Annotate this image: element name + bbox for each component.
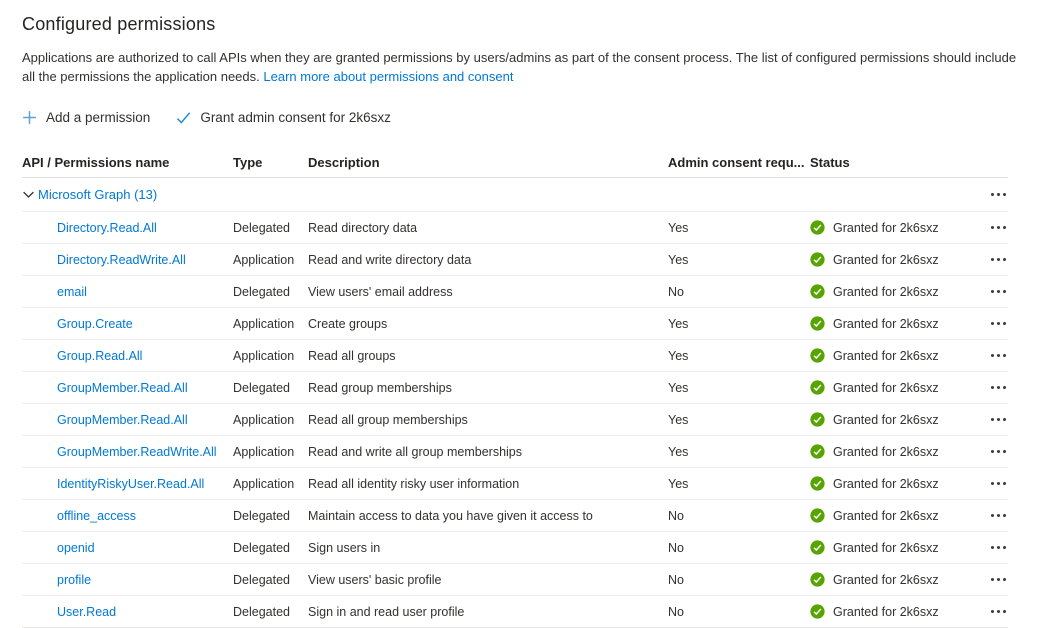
ellipsis-icon[interactable]: [978, 212, 1008, 243]
grant-admin-consent-label: Grant admin consent for 2k6sxz: [200, 110, 391, 125]
status-text: Granted for 2k6sxz: [833, 316, 939, 331]
table-row: [22, 212, 1008, 244]
permission-name-link[interactable]: profile: [57, 572, 92, 587]
table-row: [22, 532, 1008, 564]
table-row: [22, 244, 1008, 276]
status-cell: [810, 220, 978, 235]
permission-name-link[interactable]: email: [57, 284, 87, 299]
ellipsis-icon[interactable]: [978, 404, 1008, 435]
granted-check-icon: [810, 572, 825, 587]
command-bar: [22, 110, 1030, 125]
description-text: [22, 48, 1024, 86]
status-text: Granted for 2k6sxz: [833, 444, 939, 459]
granted-check-icon: [810, 444, 825, 459]
table-row: [22, 564, 1008, 596]
permission-type: Delegated: [233, 604, 290, 619]
permission-type: Delegated: [233, 508, 290, 523]
permission-name-link[interactable]: Directory.Read.All: [57, 220, 157, 235]
table-row: [22, 276, 1008, 308]
permission-type: Application: [233, 316, 295, 331]
ellipsis-icon[interactable]: [978, 468, 1008, 499]
permission-name-cell: [22, 349, 233, 363]
status-text: Granted for 2k6sxz: [833, 220, 939, 235]
ellipsis-icon[interactable]: [978, 244, 1008, 275]
status-text: Granted for 2k6sxz: [833, 540, 939, 555]
chevron-down-icon[interactable]: [22, 188, 35, 201]
ellipsis-icon[interactable]: [978, 532, 1008, 563]
ellipsis-icon[interactable]: [978, 500, 1008, 531]
permission-name-cell: [22, 413, 233, 427]
status-cell: [810, 604, 978, 619]
column-header-api-permissions-name: API / Permissions name: [22, 154, 170, 170]
status-text: Granted for 2k6sxz: [833, 476, 939, 491]
admin-consent-required-value: Yes: [668, 348, 689, 363]
permission-name-link[interactable]: GroupMember.Read.All: [57, 380, 188, 395]
page-title: Configured permissions: [22, 14, 216, 34]
status-text: Granted for 2k6sxz: [833, 508, 939, 523]
permissions-table: [22, 147, 1008, 628]
grant-admin-consent-button[interactable]: [176, 110, 391, 125]
status-text: Granted for 2k6sxz: [833, 380, 939, 395]
permission-description: Read all groups: [308, 348, 396, 363]
permission-name-cell: [22, 381, 233, 395]
status-text: Granted for 2k6sxz: [833, 284, 939, 299]
admin-consent-required-value: Yes: [668, 380, 689, 395]
table-row: [22, 372, 1008, 404]
permission-description: Read directory data: [308, 220, 418, 235]
permission-name-link[interactable]: Group.Read.All: [57, 348, 143, 363]
api-group-row-microsoft-graph: [22, 177, 1008, 212]
granted-check-icon: [810, 508, 825, 523]
granted-check-icon: [810, 348, 825, 363]
permission-name-cell: [22, 285, 233, 299]
granted-check-icon: [810, 252, 825, 267]
permission-description: Read all group memberships: [308, 412, 468, 427]
plus-icon: [22, 110, 37, 125]
permission-description: Read group memberships: [308, 380, 452, 395]
permission-name-link[interactable]: offline_access: [57, 508, 136, 523]
status-cell: [810, 444, 978, 459]
status-text: Granted for 2k6sxz: [833, 252, 939, 267]
permission-name-cell: [22, 221, 233, 235]
permission-description: Read and write directory data: [308, 252, 472, 267]
admin-consent-required-value: No: [668, 604, 684, 619]
status-text: Granted for 2k6sxz: [833, 412, 939, 427]
permission-name-cell: [22, 605, 233, 619]
table-row: [22, 436, 1008, 468]
ellipsis-icon[interactable]: [978, 178, 1008, 211]
permission-type: Application: [233, 412, 295, 427]
add-permission-label: Add a permission: [46, 110, 151, 125]
table-row: [22, 468, 1008, 500]
status-text: Granted for 2k6sxz: [833, 348, 939, 363]
column-header-type: Type: [233, 154, 263, 170]
permission-name-link[interactable]: User.Read: [57, 604, 117, 619]
permission-name-link[interactable]: IdentityRiskyUser.Read.All: [57, 476, 205, 491]
status-cell: [810, 380, 978, 395]
table-row: [22, 404, 1008, 436]
ellipsis-icon[interactable]: [978, 276, 1008, 307]
ellipsis-icon[interactable]: [978, 596, 1008, 627]
permission-name-link[interactable]: openid: [57, 540, 95, 555]
granted-check-icon: [810, 316, 825, 331]
status-cell: [810, 316, 978, 331]
permission-type: Delegated: [233, 572, 290, 587]
permission-type: Application: [233, 348, 295, 363]
permission-description: Maintain access to data you have given it access to: [308, 508, 593, 523]
column-header-admin-consent: Admin consent requ...: [668, 154, 805, 170]
status-cell: [810, 252, 978, 267]
permission-type: Delegated: [233, 380, 290, 395]
permission-name-link[interactable]: Directory.ReadWrite.All: [57, 252, 186, 267]
permission-description: Read and write all group memberships: [308, 444, 522, 459]
permission-description: View users' email address: [308, 284, 453, 299]
permission-type: Application: [233, 252, 295, 267]
permission-description: Read all identity risky user information: [308, 476, 520, 491]
status-cell: [810, 572, 978, 587]
admin-consent-required-value: Yes: [668, 316, 689, 331]
admin-consent-required-value: Yes: [668, 220, 689, 235]
admin-consent-required-value: Yes: [668, 412, 689, 427]
granted-check-icon: [810, 380, 825, 395]
ellipsis-icon[interactable]: [978, 340, 1008, 371]
admin-consent-required-value: Yes: [668, 252, 689, 267]
learn-more-link[interactable]: Learn more about permissions and consent: [263, 69, 514, 84]
granted-check-icon: [810, 604, 825, 619]
permission-type: Delegated: [233, 284, 290, 299]
permission-name-link[interactable]: Group.Create: [57, 316, 133, 331]
admin-consent-required-value: No: [668, 284, 684, 299]
permission-name-link[interactable]: GroupMember.Read.All: [57, 412, 188, 427]
permission-description: Sign in and read user profile: [308, 604, 465, 619]
admin-consent-required-value: No: [668, 508, 684, 523]
status-cell: [810, 412, 978, 427]
status-cell: [810, 476, 978, 491]
column-header-description: Description: [308, 154, 380, 170]
permission-name-cell: [22, 477, 233, 491]
table-row: [22, 308, 1008, 340]
status-cell: [810, 508, 978, 523]
permission-description: Create groups: [308, 316, 388, 331]
permission-name-cell: [22, 317, 233, 331]
permission-name-link[interactable]: GroupMember.ReadWrite.All: [57, 444, 217, 459]
api-group-cell: [22, 187, 978, 202]
permission-type: Application: [233, 444, 295, 459]
granted-check-icon: [810, 412, 825, 427]
permission-type: Delegated: [233, 540, 290, 555]
permission-name-cell: [22, 253, 233, 267]
column-header-status: Status: [810, 154, 850, 170]
status-cell: [810, 348, 978, 363]
status-text: Granted for 2k6sxz: [833, 604, 939, 619]
ellipsis-icon[interactable]: [978, 436, 1008, 467]
admin-consent-required-value: Yes: [668, 476, 689, 491]
table-row: [22, 500, 1008, 532]
granted-check-icon: [810, 476, 825, 491]
status-cell: [810, 284, 978, 299]
permission-name-cell: [22, 445, 233, 459]
table-body: [22, 212, 1008, 628]
checkmark-icon: [176, 110, 191, 125]
ellipsis-icon[interactable]: [978, 372, 1008, 403]
permission-name-cell: [22, 573, 233, 587]
admin-consent-required-value: Yes: [668, 444, 689, 459]
ellipsis-icon[interactable]: [978, 564, 1008, 595]
api-group-link[interactable]: Microsoft Graph (13): [38, 187, 158, 202]
granted-check-icon: [810, 540, 825, 555]
granted-check-icon: [810, 220, 825, 235]
permission-type: Delegated: [233, 220, 290, 235]
permission-description: View users' basic profile: [308, 572, 442, 587]
ellipsis-icon[interactable]: [978, 308, 1008, 339]
permission-name-cell: [22, 509, 233, 523]
status-cell: [810, 540, 978, 555]
permission-type: Application: [233, 476, 295, 491]
table-row: [22, 340, 1008, 372]
table-row: [22, 596, 1008, 628]
admin-consent-required-value: No: [668, 540, 684, 555]
permission-description: Sign users in: [308, 540, 381, 555]
permission-name-cell: [22, 541, 233, 555]
description-body: Applications are authorized to call APIs when they are granted permissions by users/admins as part of the consent process. The list of configured permissions should include all the permissions the application needs.: [22, 50, 1017, 84]
status-text: Granted for 2k6sxz: [833, 572, 939, 587]
granted-check-icon: [810, 284, 825, 299]
admin-consent-required-value: No: [668, 572, 684, 587]
table-header-row: [22, 147, 1008, 177]
add-permission-button[interactable]: [22, 110, 150, 125]
